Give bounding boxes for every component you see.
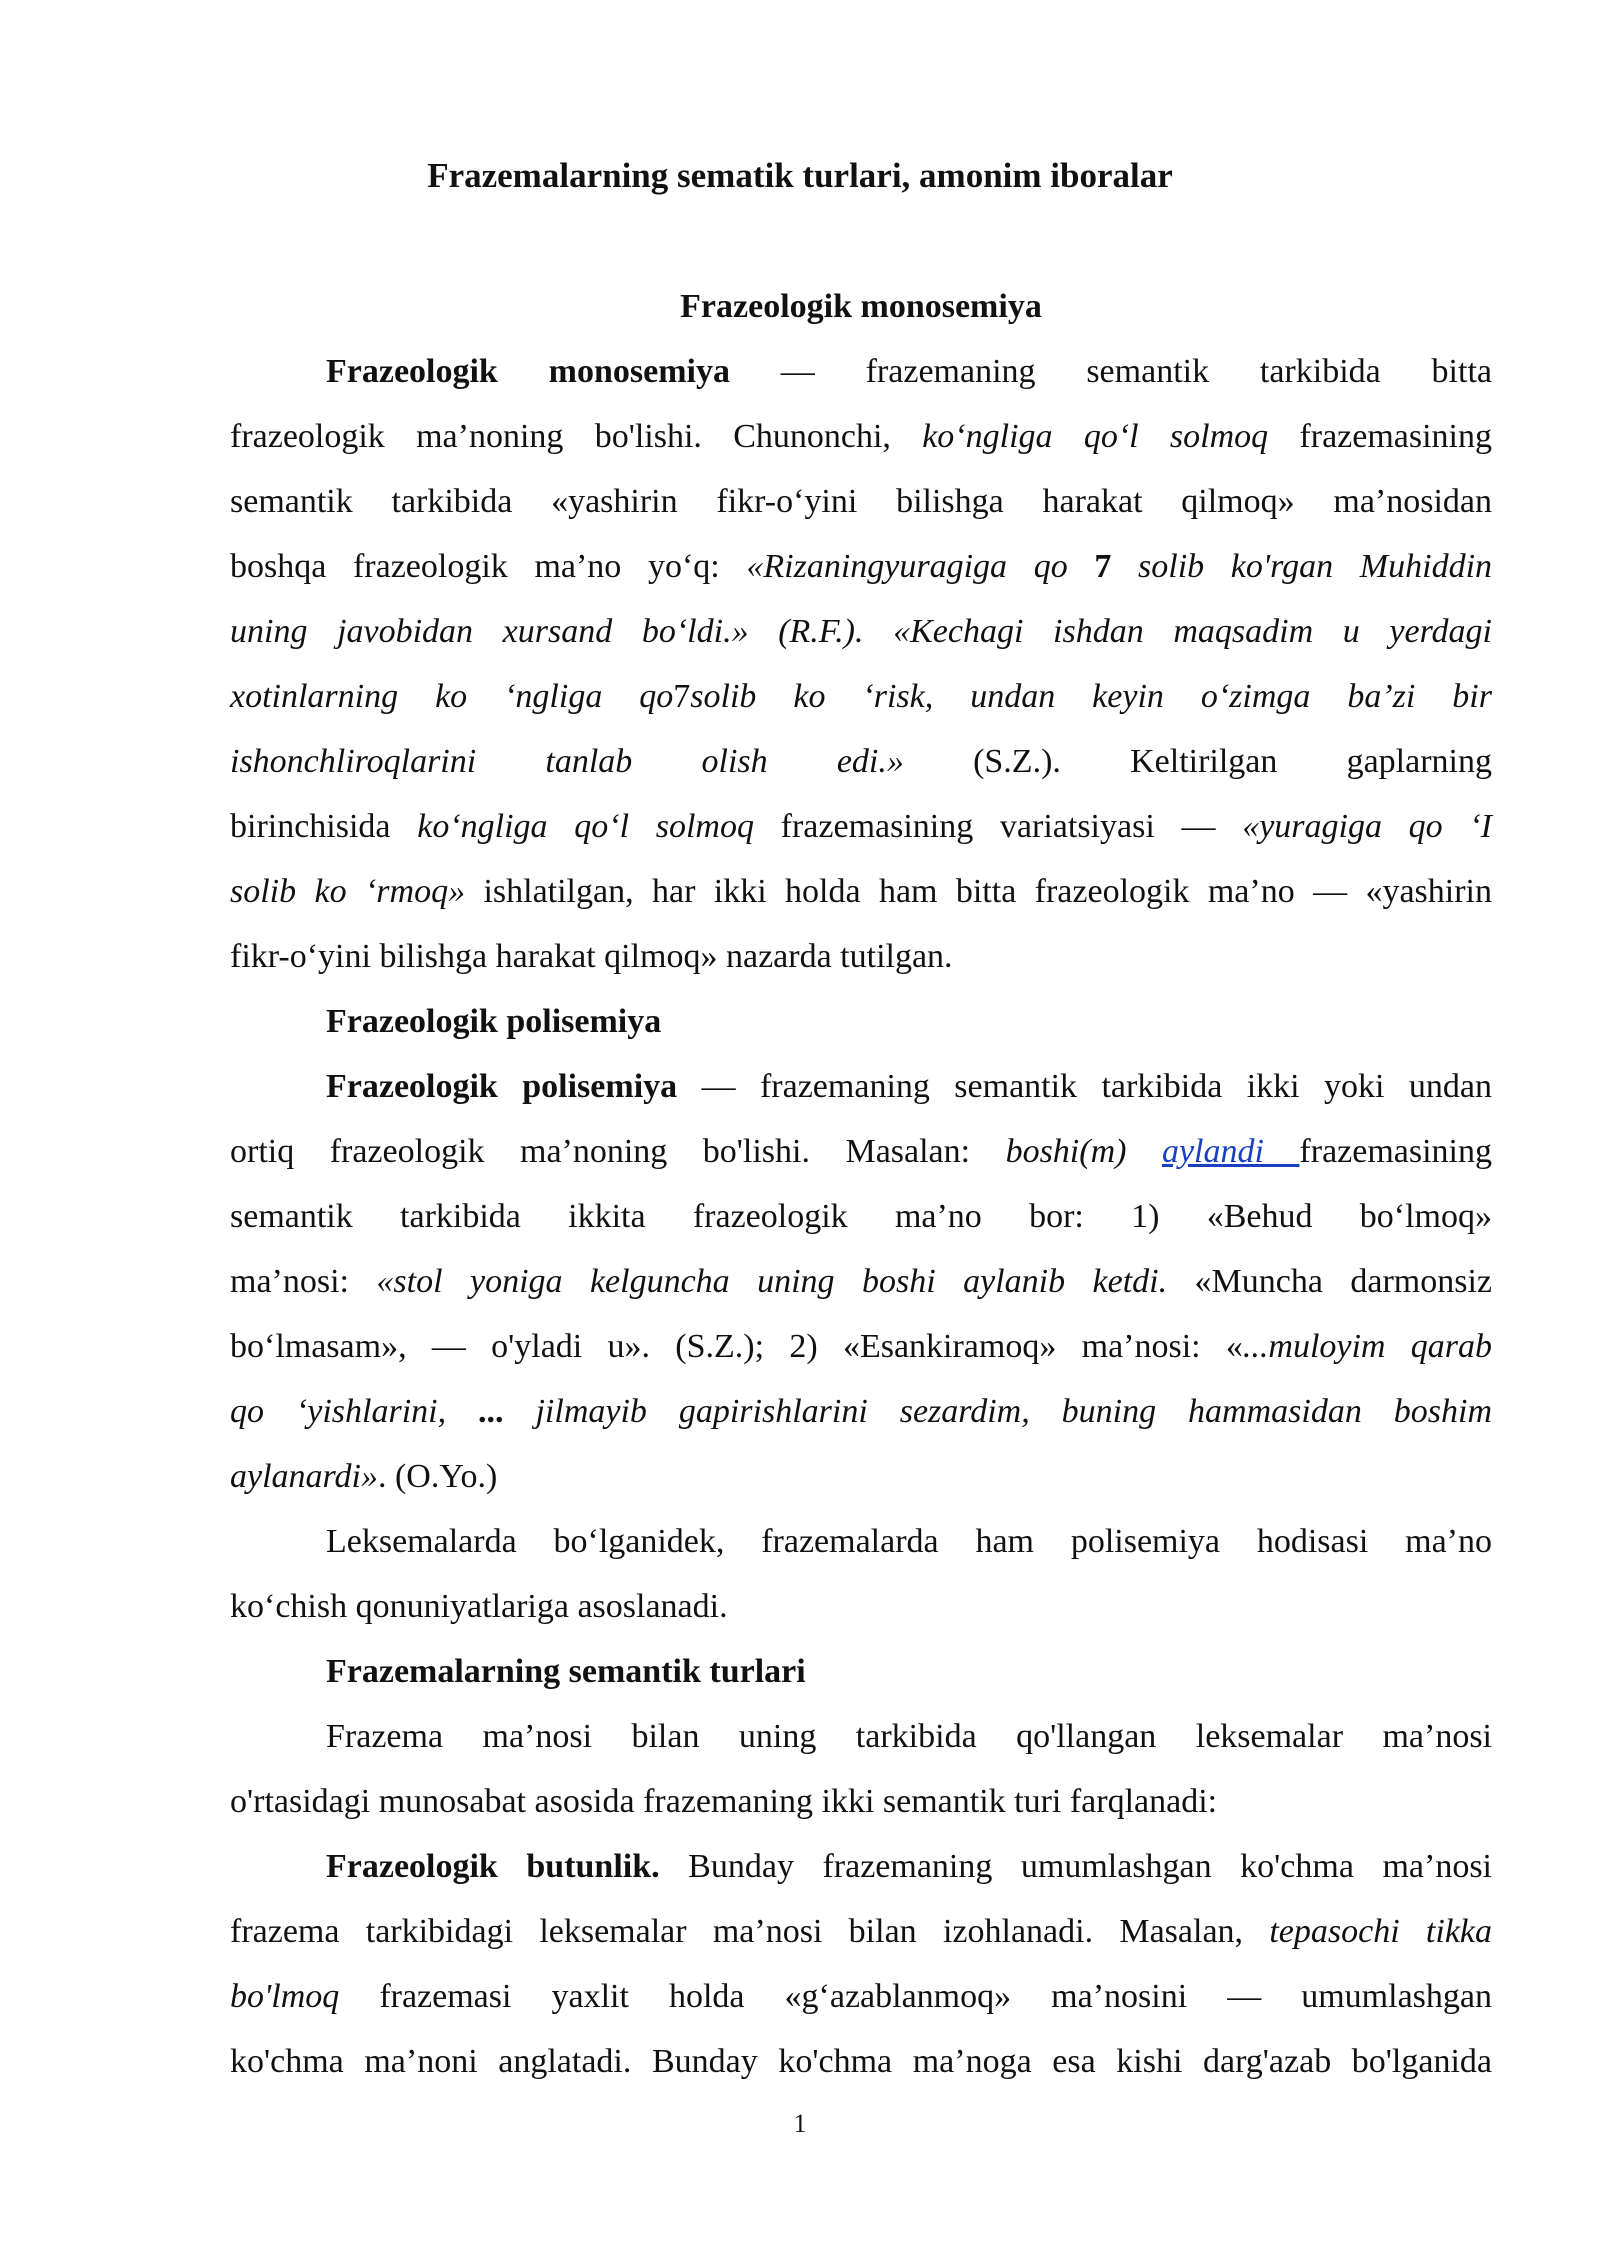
example-phrase: «yuragiga qo ‘I — [1242, 808, 1493, 845]
text: birinchisida — [230, 808, 418, 845]
document-title: Frazemalarning sematik turlari, amonim iboralar — [427, 156, 1173, 195]
text-line — [230, 542, 1492, 607]
text: frazeologik ma’noning bo'lishi. Chunonchi, — [230, 418, 923, 455]
text-line: semantik tarkibida «yashirin fikr-o‘yini bilishga harakat qilmoq» ma’nosidan — [230, 483, 1492, 520]
example-phrase: solib ko ‘rmoq» — [230, 873, 466, 910]
text: 7 — [1094, 548, 1112, 585]
text: 7 — [673, 678, 691, 715]
text-line — [230, 607, 1492, 672]
quote: ishonchliroqlarini tanlab olish edi.» — [230, 743, 904, 780]
text: . (O.Yo.) — [377, 1458, 498, 1495]
example-phrase: tepasochi tikka — [1269, 1913, 1492, 1950]
term: Frazeologik polisemiya — [326, 1068, 678, 1105]
quote: solib ko ‘risk, undan keyin o‘zimga ba’zi bir — [690, 678, 1492, 715]
text: ortiq frazeologik ma’noning bo'lishi. Masalan: — [230, 1133, 1006, 1170]
text-line: Leksemalarda bo‘lganidek, frazemalarda ham polisemiya hodisasi ma’no — [326, 1523, 1492, 1560]
text: frazema tarkibidagi leksemalar ma’nosi bilan izohlanadi. Masalan, — [230, 1913, 1270, 1950]
paragraph-frazema-manosi — [230, 1712, 1492, 1842]
aylandi-link[interactable]: aylandi — [1161, 1133, 1300, 1170]
text-line — [230, 802, 1492, 867]
text-line: Frazema ma’nosi bilan uning tarkibida qo'llangan leksemalar ma’nosi — [326, 1718, 1492, 1755]
example-phrase: boshi(m) — [1005, 1133, 1162, 1170]
term: Frazeologik monosemiya — [326, 353, 730, 390]
term: Frazeologik butunlik. — [326, 1848, 660, 1885]
text-line — [230, 1387, 1492, 1452]
text-line: semantik tarkibida ikkita frazeologik ma’no bor: 1) «Behud bo‘lmoq» — [230, 1198, 1492, 1235]
text: «Muncha darmonsiz — [1167, 1263, 1493, 1300]
quote: xotinlarning ko ‘ngliga qo — [230, 678, 674, 715]
quote: «Rizaningyuragiga qo — [746, 548, 1095, 585]
text: — frazemaning semantik tarkibida ikki yoki undan — [677, 1068, 1492, 1105]
text-line: ko'chma ma’noni anglatadi. Bunday ko'chma ma’noga esa kishi darg'azab bo'lganida — [230, 2043, 1492, 2080]
text-line — [230, 412, 1492, 477]
text: frazemasining variatsiyasi — — [753, 808, 1243, 845]
text: ma’nosi: — [230, 1263, 377, 1300]
text-line: ko‘chish qonuniyatlariga asoslanadi. — [230, 1588, 728, 1625]
example-phrase: ko‘ngliga qo‘l solmoq — [922, 418, 1269, 455]
page-number: 1 — [793, 2109, 807, 2138]
paragraph-polisemiya — [230, 1062, 1492, 1517]
text: ishlatilgan, har ikki holda ham bitta frazeologik ma’no — «yashirin — [465, 873, 1492, 910]
text-line — [230, 737, 1492, 802]
text: — frazemaning semantik tarkibida bitta — [729, 353, 1492, 390]
quote: aylanardi» — [230, 1458, 378, 1495]
text: ... — [478, 1393, 504, 1430]
paragraph-monosemiya — [230, 347, 1492, 997]
text-line — [230, 1322, 1492, 1387]
section-heading-polisemiya: Frazeologik polisemiya — [326, 1003, 662, 1040]
text-line — [230, 1972, 1492, 2037]
text-line — [230, 672, 1492, 737]
quote: qo ‘yishlarini, — [230, 1393, 479, 1430]
text: bo‘lmasam», — o'yladi u». (S.Z.); 2) «Esankiramoq» ma’nosi: « — [230, 1328, 1243, 1365]
text: (S.Z.). Keltirilgan gaplarning — [903, 743, 1492, 780]
text-line — [230, 1907, 1492, 1972]
quote: jilmayib gapirishlarini sezardim, buning hammasidan boshim — [503, 1393, 1493, 1430]
text: boshqa frazeologik ma’no yo‘q: — [230, 548, 747, 585]
section-heading-monosemiya: Frazeologik monosemiya — [680, 288, 1042, 325]
text-line — [230, 347, 1492, 412]
text-line — [230, 1452, 1492, 1517]
text: frazemasining — [1268, 418, 1492, 455]
paragraph-butunlik — [230, 1842, 1492, 2102]
text: frazemasining — [1299, 1133, 1492, 1170]
example-phrase: bo'lmoq — [230, 1978, 340, 2015]
quote: «stol yoniga kelguncha uning boshi aylanib ketdi. — [376, 1263, 1168, 1300]
text-line — [230, 1842, 1492, 1907]
text-line: fikr-o‘yini bilishga harakat qilmoq» nazarda tutilgan. — [230, 938, 953, 975]
text-line — [230, 1062, 1492, 1127]
section-heading-semantik-turlari: Frazemalarning semantik turlari — [326, 1653, 806, 1690]
text-line — [230, 1257, 1492, 1322]
text-line: o'rtasidagi munosabat asosida frazemaning ikki semantik turi farqlanadi: — [230, 1783, 1218, 1820]
text-line — [230, 1127, 1492, 1192]
example-phrase: ko‘ngliga qo‘l solmoq — [417, 808, 754, 845]
quote: uning javobidan xursand bo‘ldi.» (R.F.). «Kechagi ishdan maqsadim u yerdagi — [230, 613, 1492, 650]
document-body — [230, 282, 1492, 2102]
quote: solib ko'rgan Muhiddin — [1111, 548, 1493, 585]
quote: ...muloyim qarab — [1242, 1328, 1492, 1365]
paragraph-leksemalarda — [230, 1517, 1492, 1647]
text: Bunday frazemaning umumlashgan ko'chma ma’nosi — [659, 1848, 1492, 1885]
text-line — [230, 867, 1492, 932]
text: frazemasi yaxlit holda «g‘azablanmoq» ma’nosini — umumlashgan — [339, 1978, 1492, 2015]
